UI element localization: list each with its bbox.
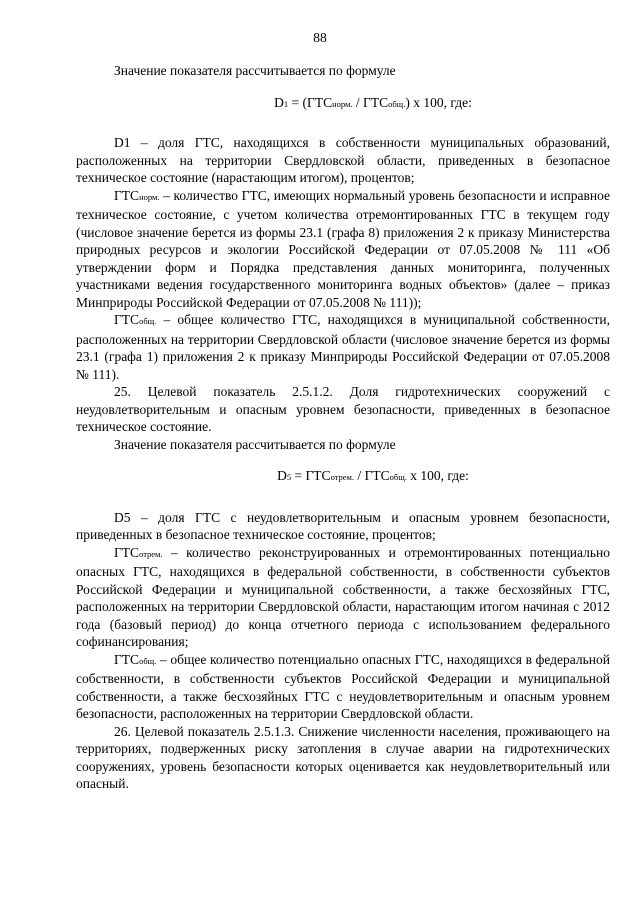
formula-1-divider: / [352,94,364,110]
term-sub-otrem: отрем. [139,548,163,559]
definition-text: – общее количество потенциально опасных ГТС, находящихся в федеральной собственности, в собственности субъектов Российской Федерации и муниципальной собственности, а также бесхозяйных ГТС с неудовлетворительным и опасным уровнем безопасности, расположенных на территории Свердловской области. [76,651,610,721]
definition-text: – количество ГТС, имеющих нормальный уровень безопасности и исправное техническое состояние, с учетом количества отремонтированных ГТС в текущем году (числовое значение берется из формы 23.1 (графа 8) приложения 2 к приказу Министерства природных ресурсов и экологии Российской Федерации от 07.05.2008 № 111 «Об утверждении форм и Порядка представления данных мониторинга, полученных участниками ведения государственного мониторинга водных объектов» (далее – приказ Минприроды Российской Федерации от 07.05.2008 № 111)); [76,187,610,310]
term-sub-norm: норм. [139,191,160,202]
term-sub-obsh: общ. [139,655,157,666]
definition-text: – общее количество ГТС, находящихся в муниципальной собственности, расположенных на территории Свердловской области (числовое значение берется из формы 23.1 (графа 1) приложения 2 к приказу Минприроды Российской Федерации от 07.05.2008 № 111). [76,312,610,382]
formula-intro-1: Значение показателя рассчитывается по формуле [114,63,396,78]
term-gts: ГТС [114,312,140,327]
item-26: 26. Целевой показатель 2.5.1.3. Снижение численности населения, проживающего на территориях, подверженных риску затопления в случае аварии на гидротехнических сооружениях, уровень безопасности которых оценивается как неудовлетворительный или опасный. [76,723,610,791]
document-body [76,62,610,793]
formula-1-term-2-sub: общ. [388,98,406,109]
formula-2-eq: = [291,468,306,483]
formula-2-lhs-sub: 5 [286,472,292,482]
formula-1-term-1-sub: норм. [332,98,353,109]
definition-gts-norm [76,187,610,312]
formula-2-divider: / [354,468,365,483]
formula-2-tail: х 100, где: [406,468,469,483]
formula-2-term-2: ГТС [364,468,390,483]
definition-gts-otrem [76,544,610,651]
formula-2-lhs: D [277,468,287,483]
page-number: 88 [313,30,327,45]
formula-1-eq: = ( [288,94,308,110]
term-gts: ГТС [114,544,140,560]
definition-d5: D5 – доля ГТС с неудовлетворительным и опасным уровнем безопасности, приведенных в безопасное техническое состояние, процентов; [76,509,610,542]
definition-text: – количество реконструированных и отремонтированных потенциально опасных ГТС, находящихся в федеральной собственности, в собственности субъектов Российской Федерации и муниципальной собственности, а также бесхозяйных ГТС, расположенных на территории Свердловской области, нарастающим итогом начиная с 2012 года (базовый период) до конца отчетного периода с использованием федерального софинансирования; [76,544,610,649]
definition-gts-obsh-1 [76,311,610,383]
definition-d1: D1 – доля ГТС, находящихся в собственности муниципальных образований, расположенных на территории Свердловской области, приведенных в безопасное техническое состояние (нарастающим итогом), процентов; [76,135,610,185]
formula-2-term-1: ГТС [305,468,331,483]
term-gts: ГТС [114,651,140,667]
formula-1 [76,94,610,114]
formula-1-tail: ) х 100, где: [405,94,472,110]
formula-2-term-2-sub: общ. [389,472,407,482]
formula-1-lhs-sub: 1 [283,98,289,109]
formula-1-term-2: ГТС [363,94,389,110]
formula-2 [76,467,610,487]
formula-2-term-1-sub: отрем. [330,472,355,482]
formula-intro-2: Значение показателя рассчитывается по формуле [114,436,396,452]
item-25: 25. Целевой показатель 2.5.1.2. Доля гидротехнических сооружений с неудовлетворительным и опасным уровнем безопасности, приведенных в безопасное техническое состояние. [76,384,610,434]
formula-1-term-1: ГТС [307,94,333,110]
definition-gts-obsh-2 [76,651,610,723]
term-sub-obsh: общ. [139,316,157,326]
formula-1-lhs: D [274,94,284,110]
term-gts: ГТС [114,187,140,203]
